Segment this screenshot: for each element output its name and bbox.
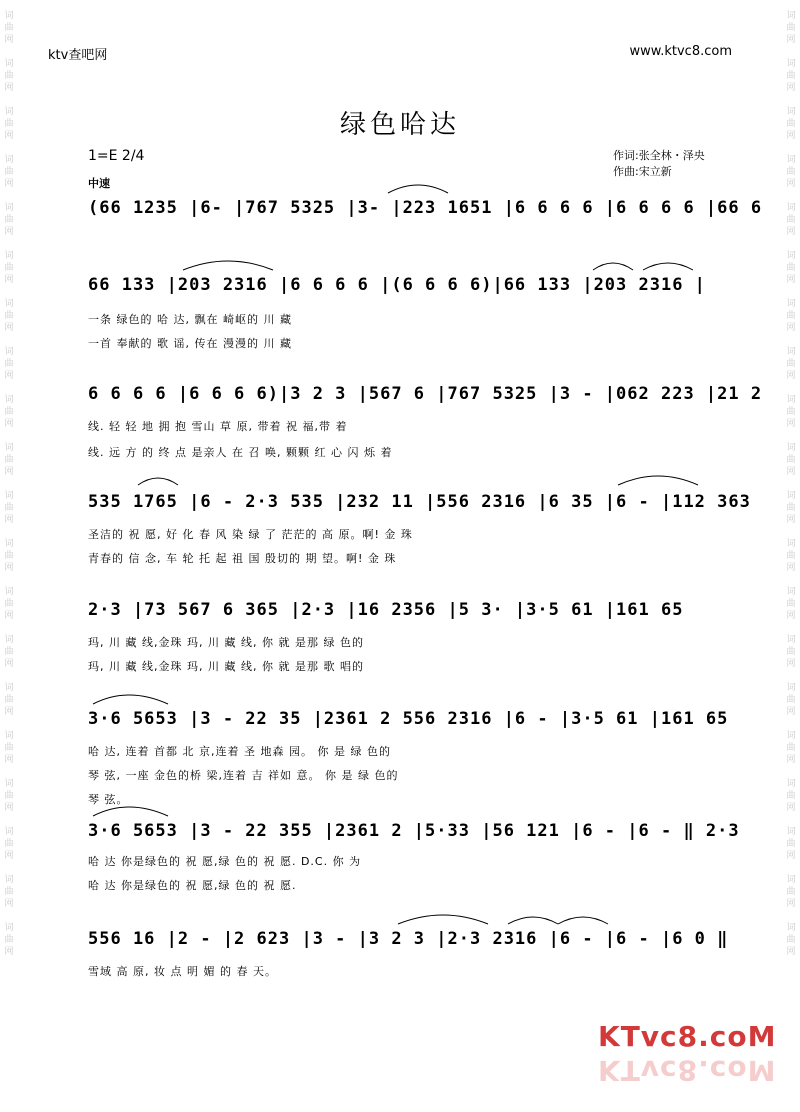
slur-marks bbox=[88, 686, 712, 706]
lyric-verse-2: 青春的 信 念, 车 轮 托 起 祖 国 殷切的 期 望。啊! 金 珠 bbox=[88, 552, 397, 565]
lyric-verse-2: 哈 达 你是绿色的 祝 愿,绿 色的 祝 愿. bbox=[88, 879, 297, 892]
song-title: 绿色哈达 bbox=[339, 110, 460, 140]
brand-logo: KTvc8.coM bbox=[598, 1020, 777, 1053]
lyric-verse-1: 雪域 高 原, 妆 点 明 媚 的 春 天。 bbox=[88, 965, 277, 978]
lyric-verse-1: 哈 达 你是绿色的 祝 愿,绿 色的 祝 愿. D.C. 你 为 bbox=[88, 855, 362, 868]
slur-arc bbox=[388, 185, 448, 193]
site-url-right[interactable]: www.ktvc8.com bbox=[629, 44, 732, 59]
tempo-marking: 中速 bbox=[88, 177, 110, 190]
score-row-5 bbox=[88, 597, 712, 675]
slur-arc bbox=[593, 263, 633, 270]
score-row-2 bbox=[88, 272, 712, 352]
brand-logo-reflection: KTvc8.coM bbox=[598, 1054, 777, 1087]
notation-line: 556 16 |2 - |2 623 |3 - |3 2 3 |2·3 2316 |6 - |6 - |6 0 ‖ bbox=[88, 929, 729, 949]
lyric-verse-3: 琴 弦。 bbox=[88, 793, 129, 806]
slur-arc bbox=[508, 917, 558, 924]
credits bbox=[613, 148, 705, 180]
side-watermark-left: 词 曲 网 词 曲 网 词 曲 网 词 曲 网 词 曲 网 词 曲 网 词 曲 网 词 曲 网 词 曲 网 词 曲 网 词 曲 网 词 曲 网 词 曲 网 词 曲 网 词 曲 网 词 曲 网 词 曲 网 词 曲 网 词 曲 网 词 曲 网 bbox=[4, 11, 14, 957]
lyric-verse-2: 玛, 川 藏 线,金珠 玛, 川 藏 线, 你 就 是那 歌 唱的 bbox=[88, 660, 364, 673]
slur-arc bbox=[558, 917, 608, 924]
side-watermark-right: 词 曲 网 词 曲 网 词 曲 网 词 曲 网 词 曲 网 词 曲 网 词 曲 网 词 曲 网 词 曲 网 词 曲 网 词 曲 网 词 曲 网 词 曲 网 词 曲 网 词 曲 网 词 曲 网 词 曲 网 词 曲 网 词 曲 网 词 曲 网 bbox=[786, 11, 796, 957]
lyric-verse-2: 琴 弦, 一座 金色的桥 梁,连着 吉 祥如 意。 你 是 绿 色的 bbox=[88, 769, 399, 782]
slur-arc bbox=[138, 478, 178, 485]
lyricist: 作词:张全林・泽央 bbox=[613, 149, 705, 162]
slur-arc bbox=[398, 915, 488, 924]
score-row-8 bbox=[88, 926, 729, 980]
key-signature: 1=E 2/4 bbox=[88, 148, 145, 164]
slur-marks bbox=[88, 906, 712, 926]
notation-line: 3·6 5653 |3 - 22 35 |2361 2 556 2316 |6 - |3·5 61 |161 65 bbox=[88, 709, 729, 729]
lyric-verse-1: 圣洁的 祝 愿, 好 化 春 风 染 绿 了 茫茫的 高 原。啊! 金 珠 bbox=[88, 528, 413, 541]
notation-line: 535 1765 |6 - 2·3 535 |232 11 |556 2316 |6 35 |6 - |112 363 bbox=[88, 492, 751, 512]
composer: 作曲:宋立新 bbox=[613, 165, 672, 178]
score-row-3 bbox=[88, 381, 763, 461]
lyric-verse-1: 玛, 川 藏 线,金珠 玛, 川 藏 线, 你 就 是那 绿 色的 bbox=[88, 636, 364, 649]
score-row-6 bbox=[88, 706, 729, 808]
score-row-7 bbox=[88, 818, 740, 894]
slur-arc bbox=[618, 476, 698, 485]
slur-arc bbox=[183, 261, 273, 270]
notation-line: 66 133 |203 2316 |6 6 6 6 |(6 6 6 6)|66 133 |203 2316 | bbox=[88, 275, 706, 295]
lyric-verse-1: 哈 达, 连着 首都 北 京,连着 圣 地森 园。 你 是 绿 色的 bbox=[88, 745, 391, 758]
notation-line: 6 6 6 6 |6 6 6 6)|3 2 3 |567 6 |767 5325 |3 - |062 223 |21 2 bbox=[88, 384, 763, 404]
slur-arc bbox=[643, 263, 693, 270]
notation-line: 3·6 5653 |3 - 22 355 |2361 2 |5·33 |56 121 |6 - |6 - ‖ 2·3 bbox=[88, 821, 740, 841]
slur-marks bbox=[88, 467, 712, 487]
notation-line: (66 1235 |6- |767 5325 |3- |223 1651 |6 6 6 6 |6 6 6 6 |66 6 bbox=[88, 198, 763, 218]
site-name-left[interactable]: ktv查吧网 bbox=[48, 48, 108, 63]
lyric-verse-2: 一首 奉献的 歌 谣, 传在 漫漫的 川 藏 bbox=[88, 337, 292, 350]
notation-line: 2·3 |73 567 6 365 |2·3 |16 2356 |5 3· |3·5 61 |161 65 bbox=[88, 600, 684, 620]
lyric-verse-2: 线. 远 方 的 终 点 是亲人 在 召 唤, 颗颗 红 心 闪 烁 着 bbox=[88, 446, 393, 459]
lyric-verse-1: 线. 轻 轻 地 拥 抱 雪山 草 原, 带着 祝 福,带 着 bbox=[88, 420, 348, 433]
slur-marks bbox=[88, 252, 712, 272]
score-row-1 bbox=[88, 195, 763, 221]
slur-arc bbox=[93, 807, 168, 816]
lyric-verse-1: 一条 绿色的 哈 达, 飘在 崎岖的 川 藏 bbox=[88, 313, 292, 326]
slur-arc bbox=[93, 695, 168, 704]
score-row-4 bbox=[88, 489, 751, 567]
